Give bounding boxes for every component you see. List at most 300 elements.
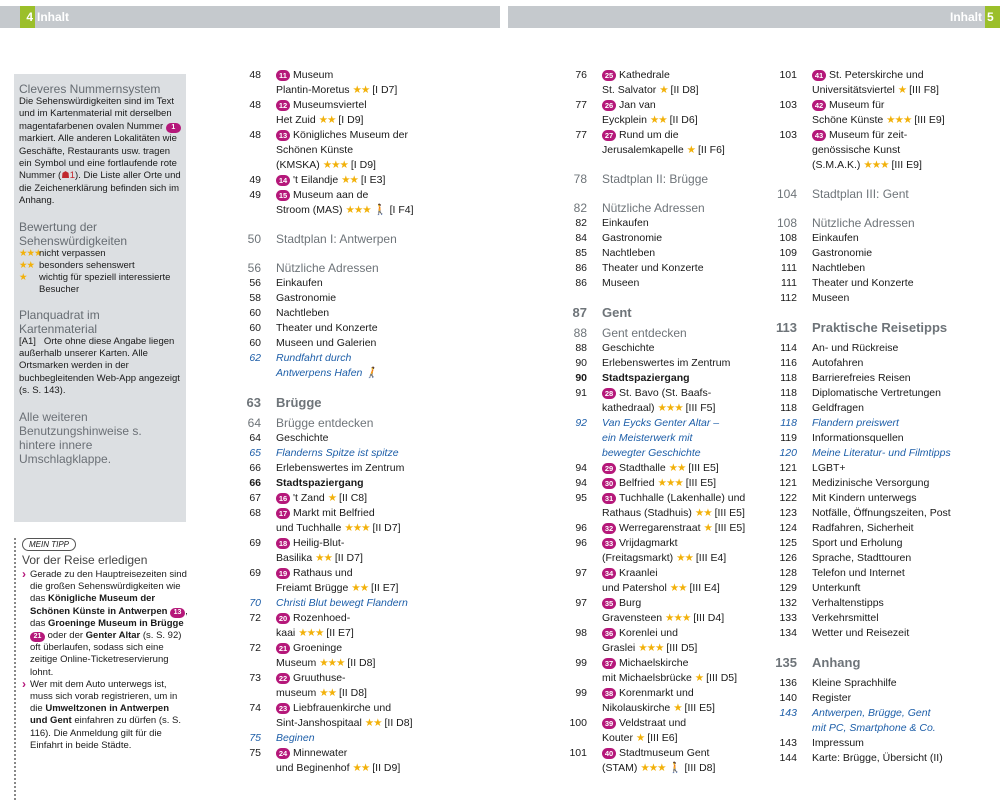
toc-entry-text: Rozenhoed- kaai: [276, 612, 351, 639]
map-grid-reference: [II D8]: [347, 657, 376, 669]
toc-entry[interactable]: [232, 461, 482, 476]
map-grid-reference: [III E6]: [647, 732, 678, 744]
toc-entry[interactable]: [768, 276, 1000, 291]
sight-number-badge: 21: [276, 643, 290, 654]
star-rating-icon: ★★: [351, 582, 369, 594]
rating-legend: [19, 248, 181, 296]
toc-entry[interactable]: [558, 461, 768, 476]
map-grid-reference: [III E9]: [914, 114, 945, 126]
toc-entry-text: Minnewater und Beginenhof: [276, 747, 350, 774]
toc-page-number: 65: [249, 447, 261, 459]
map-grid-reference: [II D8]: [670, 84, 699, 96]
map-grid-reference: [I D9]: [350, 159, 376, 171]
toc-entry-title: [602, 746, 768, 776]
toc-entry[interactable]: [232, 641, 482, 671]
toc-entry-text: Kraanlei und Patershol: [602, 567, 667, 594]
toc-page-number: 118: [780, 417, 797, 429]
toc-page-number: 60: [249, 337, 261, 349]
toc-entry[interactable]: [558, 341, 768, 356]
toc-entry[interactable]: [768, 611, 1000, 626]
sight-number-badge: 26: [602, 100, 616, 111]
toc-entry-text: Museum Plantin-Moretus: [276, 69, 350, 96]
magenta-number-sample: 1: [166, 123, 181, 133]
rating-row: [19, 260, 181, 272]
toc-entry-title: [602, 416, 768, 461]
toc-column-2: [558, 68, 768, 776]
toc-entry[interactable]: [768, 536, 1000, 551]
right-page-title: Inhalt: [950, 10, 982, 24]
toc-entry-text: Vrijdagmarkt (Freitagsmarkt): [602, 537, 678, 564]
toc-page-number: 73: [249, 672, 261, 684]
sight-number-badge: 17: [276, 508, 290, 519]
sight-number-badge: 29: [602, 463, 616, 474]
toc-entry[interactable]: [558, 491, 768, 521]
toc-entry[interactable]: [232, 566, 482, 596]
toc-entry-title: [812, 291, 1000, 306]
toc-entry-text: Kleine Sprachhilfe: [812, 677, 897, 689]
toc-entry[interactable]: [558, 716, 768, 746]
toc-entry-title: [602, 686, 768, 716]
toc-entry[interactable]: [558, 261, 768, 276]
toc-entry-text: Stadtplan II: Brügge: [602, 172, 709, 186]
map-grid-reference: [II D6]: [669, 114, 698, 126]
toc-entry[interactable]: [558, 566, 768, 596]
toc-page-number: 133: [779, 612, 797, 624]
toc-entry[interactable]: [768, 68, 1000, 98]
toc-entry[interactable]: [768, 655, 1000, 670]
toc-page-number: 121: [779, 477, 797, 489]
star-rating-icon: ★: [703, 522, 712, 534]
toc-entry[interactable]: [768, 416, 1000, 431]
toc-entry[interactable]: [232, 701, 482, 731]
toc-entry[interactable]: [558, 326, 768, 341]
toc-entry[interactable]: [768, 401, 1000, 416]
toc-entry-text: Jan van Eyckplein: [602, 99, 656, 126]
toc-entry[interactable]: [768, 476, 1000, 491]
toc-entry-title: [276, 446, 482, 461]
map-grid-reference: [I D7]: [372, 84, 398, 96]
toc-page-number: 70: [249, 597, 261, 609]
rating-label: wichtig für speziell interessierte Besucher: [39, 271, 171, 295]
star-rating-icon: ★★★: [322, 159, 348, 171]
toc-entry[interactable]: [768, 128, 1000, 173]
toc-entry[interactable]: [558, 371, 768, 386]
toc-entry-text: Michaelskirche mit Michaelsbrücke: [602, 657, 692, 684]
star-rating-icon: ★★★: [665, 612, 691, 624]
sight-number-badge: 32: [602, 523, 616, 534]
star-rating-icon: ★★: [364, 717, 382, 729]
toc-entry[interactable]: [768, 626, 1000, 641]
star-rating-icon: ★★★: [345, 204, 371, 216]
toc-entry[interactable]: [558, 626, 768, 656]
toc-entry[interactable]: [558, 216, 768, 231]
tip-item: [22, 679, 189, 752]
toc-entry-text: Anhang: [812, 655, 861, 670]
map-grid-reference: [III E5]: [714, 507, 745, 519]
toc-entry-text: Liebfrauenkirche und Sint-Janshospitaal: [276, 702, 392, 729]
toc-entry[interactable]: [768, 461, 1000, 476]
toc-entry-title: [602, 68, 768, 98]
star-rating-icon: ★★: [341, 174, 358, 186]
toc-entry-text: St. Bavo (St. Baafs- kathedraal): [602, 387, 712, 414]
toc-entry[interactable]: [232, 596, 482, 611]
toc-entry-title: [812, 187, 1000, 202]
toc-entry-text: Nützliche Adressen: [602, 201, 705, 215]
toc-entry-text: An- und Rückreise: [812, 342, 899, 354]
map-grid-reference: [III E5]: [685, 477, 717, 489]
toc-entry-title: [812, 491, 1000, 506]
toc-entry[interactable]: [232, 536, 482, 566]
toc-entry[interactable]: [768, 551, 1000, 566]
toc-entry-text: Nützliche Adressen: [812, 216, 915, 230]
toc-entry[interactable]: [768, 691, 1000, 706]
sight-number-badge: 13: [170, 608, 185, 618]
toc-page-number: 66: [249, 462, 261, 474]
toc-entry-title: [276, 321, 482, 336]
grid-square-heading: Planquadrat im Kartenmaterial: [19, 307, 100, 336]
red-symbol-sample: ☗1: [61, 170, 76, 182]
star-rating-icon: ★★: [649, 114, 667, 126]
map-grid-reference: [II C8]: [339, 492, 368, 504]
toc-entry[interactable]: [232, 671, 482, 701]
toc-page-number: 101: [779, 69, 797, 81]
map-grid-reference: [III F5]: [685, 402, 716, 414]
toc-page-number: 118: [780, 372, 797, 384]
toc-entry[interactable]: [232, 173, 482, 188]
toc-entry[interactable]: [768, 676, 1000, 691]
left-page-header-bar: [0, 6, 500, 28]
toc-entry[interactable]: [768, 356, 1000, 371]
toc-entry-text: Nachtleben: [276, 307, 330, 319]
toc-entry-title: [602, 216, 768, 231]
toc-entry[interactable]: [232, 128, 482, 173]
toc-entry-title: [276, 596, 482, 611]
toc-page-number: 97: [575, 597, 587, 609]
toc-entry-title: [602, 566, 768, 596]
toc-page-number: 49: [249, 174, 261, 186]
toc-entry[interactable]: [768, 261, 1000, 276]
toc-entry-title: [602, 276, 768, 291]
toc-page-number: 120: [779, 447, 797, 459]
toc-entry-title: [602, 172, 768, 187]
toc-entry-text: Stadthalle: [619, 462, 666, 474]
star-rating-icon: ★★★: [319, 657, 345, 669]
toc-entry-text: Flandern preiswert: [812, 417, 899, 429]
sight-number-badge: 37: [602, 658, 616, 669]
toc-entry[interactable]: [768, 491, 1000, 506]
tip-text: Gerade zu den Hauptreisezeiten sind die großen Sehenswürdigkeiten wie das: [30, 569, 187, 605]
toc-page-number: 134: [779, 627, 797, 639]
toc-entry-title: [812, 551, 1000, 566]
toc-entry-title: [812, 691, 1000, 706]
toc-entry-text: Gastronomie: [812, 247, 873, 259]
toc-entry[interactable]: [558, 172, 768, 187]
toc-entry[interactable]: [232, 351, 482, 381]
toc-page-number: 132: [779, 597, 797, 609]
toc-entry[interactable]: [768, 506, 1000, 521]
star-rating-icon: ★: [635, 732, 645, 744]
rating-row: [19, 248, 181, 260]
star-rating-icon: ★★: [318, 114, 336, 126]
toc-page-number: 99: [575, 657, 587, 669]
toc-page-number: 69: [249, 567, 261, 579]
toc-page-number: 124: [779, 522, 797, 534]
toc-entry[interactable]: [558, 746, 768, 776]
further-notes: Alle weiteren Benutzungshinweise s. hintere innere Umschlagklappe.: [19, 409, 142, 466]
toc-entry[interactable]: [768, 386, 1000, 401]
toc-entry[interactable]: [232, 611, 482, 641]
toc-page-number: 104: [776, 187, 797, 201]
toc-entry[interactable]: [232, 321, 482, 336]
toc-entry[interactable]: [768, 291, 1000, 306]
toc-page-number: 116: [780, 357, 797, 369]
sight-number-badge: 27: [602, 130, 616, 141]
star-rating-icon: ★★★: [638, 642, 664, 654]
toc-entry-title: [276, 476, 482, 491]
star-rating-icon: ★★: [668, 462, 686, 474]
toc-entry[interactable]: [558, 521, 768, 536]
toc-entry-text: 't Eilandje: [293, 174, 339, 186]
toc-entry[interactable]: [232, 68, 482, 98]
toc-entry-title: [812, 68, 1000, 98]
toc-entry-text: Christi Blut bewegt Flandern: [276, 597, 408, 609]
toc-entry-text: Stadtspaziergang: [276, 477, 364, 489]
toc-entry[interactable]: [232, 476, 482, 491]
toc-entry[interactable]: [558, 656, 768, 686]
toc-entry[interactable]: [232, 746, 482, 776]
toc-entry-title: [276, 68, 482, 98]
sight-number-badge: 31: [602, 493, 616, 504]
toc-entry[interactable]: [558, 536, 768, 566]
toc-entry[interactable]: [232, 431, 482, 446]
toc-page-number: 72: [249, 642, 261, 654]
tip-text: oder der: [45, 630, 86, 642]
toc-page-number: 69: [249, 537, 261, 549]
toc-page-number: 77: [575, 129, 587, 141]
toc-entry[interactable]: [232, 306, 482, 321]
toc-entry-title: [812, 371, 1000, 386]
toc-entry[interactable]: [232, 232, 482, 247]
toc-entry[interactable]: [558, 596, 768, 626]
toc-entry-text: 't Zand: [293, 492, 325, 504]
toc-entry-title: [276, 431, 482, 446]
toc-entry-title: [812, 401, 1000, 416]
toc-entry-text: Museum für Schöne Künste: [812, 99, 885, 126]
toc-entry[interactable]: [232, 506, 482, 536]
toc-entry[interactable]: [558, 68, 768, 98]
toc-page-number: 87: [572, 305, 587, 320]
toc-entry-title: [602, 326, 768, 341]
toc-entry[interactable]: [232, 395, 482, 410]
toc-entry[interactable]: [232, 491, 482, 506]
map-grid-reference: [II D9]: [372, 762, 401, 774]
toc-entry-text: Markt mit Belfried und Tuchhalle: [276, 507, 375, 534]
grid-square-description: Orte ohne diese Angabe liegen außerhalb unserer Karten. Alle Ortsmarken werden in der buchbegleitenden Web-App angezeigt (s. S. 143).: [19, 335, 180, 397]
toc-entry-title: [276, 566, 482, 596]
toc-entry-text: Wetter und Reisezeit: [812, 627, 910, 639]
rating-label: nicht verpassen: [39, 247, 106, 259]
map-grid-reference: [II F6]: [697, 144, 725, 156]
toc-entry[interactable]: [558, 686, 768, 716]
toc-entry-title: [276, 461, 482, 476]
toc-entry-text: Museen: [602, 277, 640, 289]
toc-entry[interactable]: [768, 706, 1000, 736]
toc-entry[interactable]: [558, 356, 768, 371]
sight-number-badge: 12: [276, 100, 290, 111]
left-page-number: 4: [20, 6, 35, 28]
toc-page-number: 67: [249, 492, 261, 504]
toc-entry[interactable]: [768, 216, 1000, 231]
toc-entry-text: Gastronomie: [602, 232, 663, 244]
toc-entry[interactable]: [768, 246, 1000, 261]
toc-entry-title: [276, 232, 482, 247]
map-grid-reference: [III D8]: [684, 762, 716, 774]
star-rating-icon: ★★: [676, 552, 693, 564]
toc-entry-title: [812, 246, 1000, 261]
toc-entry-text: Sprache, Stadttouren: [812, 552, 912, 564]
toc-entry-title: [276, 701, 482, 731]
star-rating-icon: ★: [897, 84, 907, 96]
toc-page-number: 88: [573, 326, 587, 340]
toc-page-number: 64: [249, 432, 261, 444]
sight-number-badge: 33: [602, 538, 616, 549]
toc-entry[interactable]: [232, 731, 482, 746]
toc-entry[interactable]: [768, 596, 1000, 611]
toc-page-number: 97: [575, 567, 587, 579]
star-rating-icon: ★★: [19, 259, 35, 271]
toc-entry-title: [602, 386, 768, 416]
toc-entry-title: [812, 566, 1000, 581]
toc-entry[interactable]: [232, 416, 482, 431]
tip-title: Vor der Reise erledigen: [22, 553, 148, 567]
toc-entry[interactable]: [768, 320, 1000, 335]
toc-page-number: 75: [249, 747, 261, 759]
toc-page-number: 84: [575, 232, 587, 244]
toc-entry-text: Einkaufen: [812, 232, 859, 244]
toc-entry[interactable]: [232, 261, 482, 276]
map-grid-reference: [III D5]: [666, 642, 698, 654]
rating-label: besonders sehenswert: [39, 259, 135, 271]
toc-column-1: [232, 68, 482, 776]
toc-entry-text: Heilig-Blut- Basilika: [276, 537, 345, 564]
toc-entry-title: [276, 351, 482, 381]
toc-entry[interactable]: [232, 98, 482, 128]
toc-entry[interactable]: [558, 98, 768, 128]
toc-entry-title: [812, 655, 1000, 670]
rating-heading: Bewertung der Sehenswürdigkeiten: [19, 219, 128, 248]
toc-entry[interactable]: [232, 336, 482, 351]
map-grid-reference: [II D8]: [384, 717, 413, 729]
toc-entry-text: Gruuthuse- museum: [276, 672, 346, 699]
toc-entry[interactable]: [768, 581, 1000, 596]
sight-number-badge: 20: [276, 613, 290, 624]
toc-entry-text: Nachtleben: [812, 262, 866, 274]
map-grid-reference: [III E5]: [688, 462, 719, 474]
toc-entry-title: [276, 336, 482, 351]
sight-number-badge: 11: [276, 70, 290, 81]
star-rating-icon: ★: [327, 492, 337, 504]
toc-entry-text: Van Eycks Genter Altar – ein Meisterwerk mit bewegter Geschichte: [602, 417, 720, 459]
toc-entry-title: [812, 596, 1000, 611]
toc-page-number: 108: [776, 216, 797, 230]
toc-entry-title: [812, 751, 1000, 766]
toc-entry[interactable]: [558, 416, 768, 461]
walking-figure-icon: 🚶: [668, 762, 682, 774]
toc-entry-title: [276, 491, 482, 506]
toc-page-number: 90: [575, 357, 587, 369]
toc-entry[interactable]: [558, 276, 768, 291]
toc-entry-title: [602, 716, 768, 746]
toc-entry[interactable]: [232, 446, 482, 461]
map-grid-reference: [III F8]: [909, 84, 939, 96]
toc-entry[interactable]: [768, 341, 1000, 356]
toc-entry[interactable]: [768, 566, 1000, 581]
sight-number-badge: 43: [812, 130, 826, 141]
star-rating-icon: ★★★: [19, 247, 42, 259]
toc-entry-text: Museum aan de Stroom (MAS): [276, 189, 369, 216]
toc-entry-text: Antwerpen, Brügge, Gent mit PC, Smartphone & Co.: [812, 707, 936, 734]
toc-entry-text: Werregarenstraat: [619, 522, 701, 534]
sight-number-badge: 40: [602, 748, 616, 759]
toc-entry[interactable]: [232, 291, 482, 306]
toc-entry[interactable]: [558, 386, 768, 416]
numbering-system-heading: Cleveres Nummernsystem: [19, 82, 161, 96]
toc-entry[interactable]: [768, 371, 1000, 386]
toc-entry-title: [602, 371, 768, 386]
toc-entry[interactable]: [768, 431, 1000, 446]
toc-entry[interactable]: [232, 276, 482, 291]
toc-entry-title: [276, 276, 482, 291]
toc-page-number: 96: [575, 537, 587, 549]
toc-entry-title: [812, 356, 1000, 371]
toc-entry-title: [602, 341, 768, 356]
toc-entry[interactable]: [558, 476, 768, 491]
toc-entry-title: [812, 98, 1000, 128]
toc-entry-text: Nachtleben: [602, 247, 656, 259]
toc-entry[interactable]: [768, 751, 1000, 766]
toc-entry-title: [276, 611, 482, 641]
toc-entry[interactable]: [558, 201, 768, 216]
toc-entry[interactable]: [232, 188, 482, 218]
toc-page-number: 76: [575, 69, 587, 81]
toc-entry-text: Geldfragen: [812, 402, 864, 414]
toc-entry-text: Theater und Konzerte: [812, 277, 914, 289]
toc-entry[interactable]: [768, 187, 1000, 202]
toc-entry[interactable]: [558, 128, 768, 158]
toc-entry-text: Telefon und Internet: [812, 567, 905, 579]
grid-code-sample: [A1]: [19, 335, 36, 347]
toc-entry-title: [276, 188, 482, 218]
toc-entry-title: [602, 201, 768, 216]
toc-entry[interactable]: [768, 446, 1000, 461]
toc-page-number: 85: [575, 247, 587, 259]
toc-entry-title: [602, 461, 768, 476]
toc-entry[interactable]: [768, 736, 1000, 751]
toc-entry-title: [602, 626, 768, 656]
toc-entry[interactable]: [768, 231, 1000, 246]
toc-entry-title: [812, 536, 1000, 551]
toc-entry[interactable]: [558, 305, 768, 320]
toc-entry[interactable]: [558, 231, 768, 246]
toc-page-number: 91: [575, 387, 587, 399]
toc-page-number: 143: [779, 707, 797, 719]
sight-number-badge: 16: [276, 493, 290, 504]
toc-entry-text: Beginen: [276, 732, 315, 744]
toc-entry[interactable]: [558, 246, 768, 261]
toc-page-number: 60: [249, 322, 261, 334]
toc-entry[interactable]: [768, 98, 1000, 128]
toc-entry[interactable]: [768, 521, 1000, 536]
